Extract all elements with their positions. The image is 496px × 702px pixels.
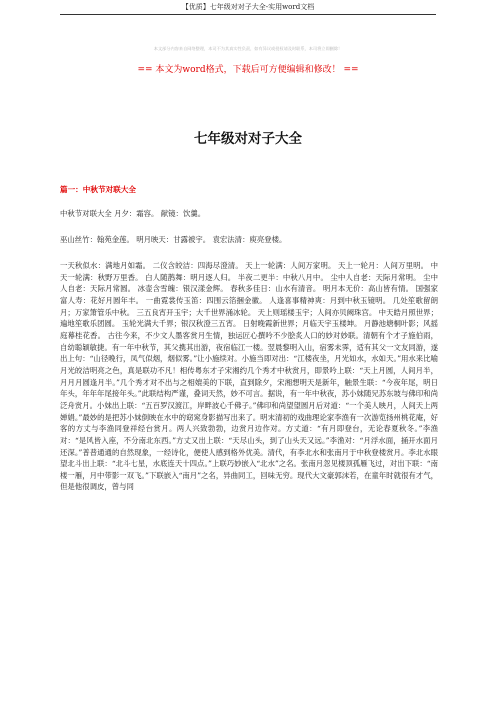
paragraph: 一天秋似水：满地月如霜。 二仪含皎洁：四海尽澄清。 天上一轮满：人间万家明。 天上一轮月：人间万里明。 中天一轮满：秋野万里香。 白人随鹊舞：明月逐人归。 半夜二更半：中秋八月中。 尘中人自老：天际月常明。 尘中人自老：天际月常圆。 冰壶含雪魄：银汉漾金辉。 春秋多佳日：山水有清音。 明月本无价：高山皆有情。 国强家富人寿：花好月圆年丰。 一曲霓裳传玉笛：四围云箔捆金徽。 人逢喜事精神爽：月到中秋玉镜明。 几处笙歌留朗月；万家箫管乐中秋。 三五良宵开玉宇；大千世界涌冰轮。 天上则瑶楼玉宇；人间亦贝阙珠宫。 中天皓月照世界；遍地笙歌乐团圆。 玉轮光满大千界；银汉秋澄三五宵。 日射晚霞新世界；月临天宇玉楼坤。 月静池塘桐叶影；风摇庭幕桂花香。 古往今来，不少文人墨客赏月生情，独运匠心撰吟不少脍炙人口的妙对妙联。清朝有个才子施伯雨，自幼聪颖敏捷。有一年中秋节，其父携其出游，夜宿临江一楼。翌晨黎明入山，宿雾未霁，适有其父一文友同游，遂出上句：“山径晚行，凤气似烟，烟似雾。”让小施续对。小施当即对出：“江楼夜坐，月光如水，水如天。”用水来比喻月光皎洁明亮之色，真是联功不凡！相传粤东才子宋湘约几个秀才中秋赏月，即景吟上联：“天上月圆，人间月半，月月月圆逢月半。”几个秀才对不出与之相媲美的下联，直到除夕，宋湘想明天是新年，触景生联：“今夜年尾，明日年头，年年年尾接年头。”此联结构严谨，叠词天然，妙不可言。据说，有一年中秋夜，苏小妹随兄苏东坡与佛印和尚泛舟赏月。小妹出上联：“五百罗汉渡江，岸畔波心千佛子。”佛印和尚望望圆月后对道：“一个美人映月，人间天上两婵娟。”最妙的是把苏小妹倒映在水中的窈窕身影描写出来了。明末清初的戏曲理论家李渔有一次游览扬州桃花庵，好客的方丈与李渔同登祥经台赏月。两人兴致勃勃，边赏月边作对。方丈道：“有月即登台，无论春夏秋冬。”李渔对：“是风皆入座，不分南北东西。”方丈又出上联：“天尽山头，到了山头天又远。”李渔对：“月浮水面，捅开水面月还深。”普普通通的自然现象，一经诗化，便使人感到格外优美。清代，有李北水和张南月于中秋登楼赏月。李北水眼望北斗出上联：“北斗七星，水底连天十四点。”上联巧妙嵌入“北水”之名。张南月忽见楼顶孤雁飞过，对出下联：“南楼一雁，月中带影一双飞。”下联嵌入“南月”之名，异曲同工，回味无穷。现代大文豪郭沫若，在童年时就很有才气，但是他很调皮，曾与同 [60,261,438,492]
disclaimer-text: 本文部分内容来自网络整理，本司不为其真实性负责，如有异议或侵权请及时联系，本司将立即删除！ [153,46,343,51]
document-title: 七年级对对子大全 [194,131,302,147]
format-notice: == 本文为word格式，下载后可方便编辑和修改！ == [137,65,359,75]
header-divider [60,14,436,15]
paragraph: 巫山丝竹：翰苑金莲。 明月映天：甘露被宇。 袁宏法清：庾亮登楼。 [60,235,287,244]
section-title: 篇一：中秋节对联大全 [60,185,136,194]
document-header: 【优质】七年级对对子大全-实用word文档 [181,3,315,11]
paragraph: 中秋节对联大全 月夕：霜容。 献镜：饮羹。 [60,209,206,218]
